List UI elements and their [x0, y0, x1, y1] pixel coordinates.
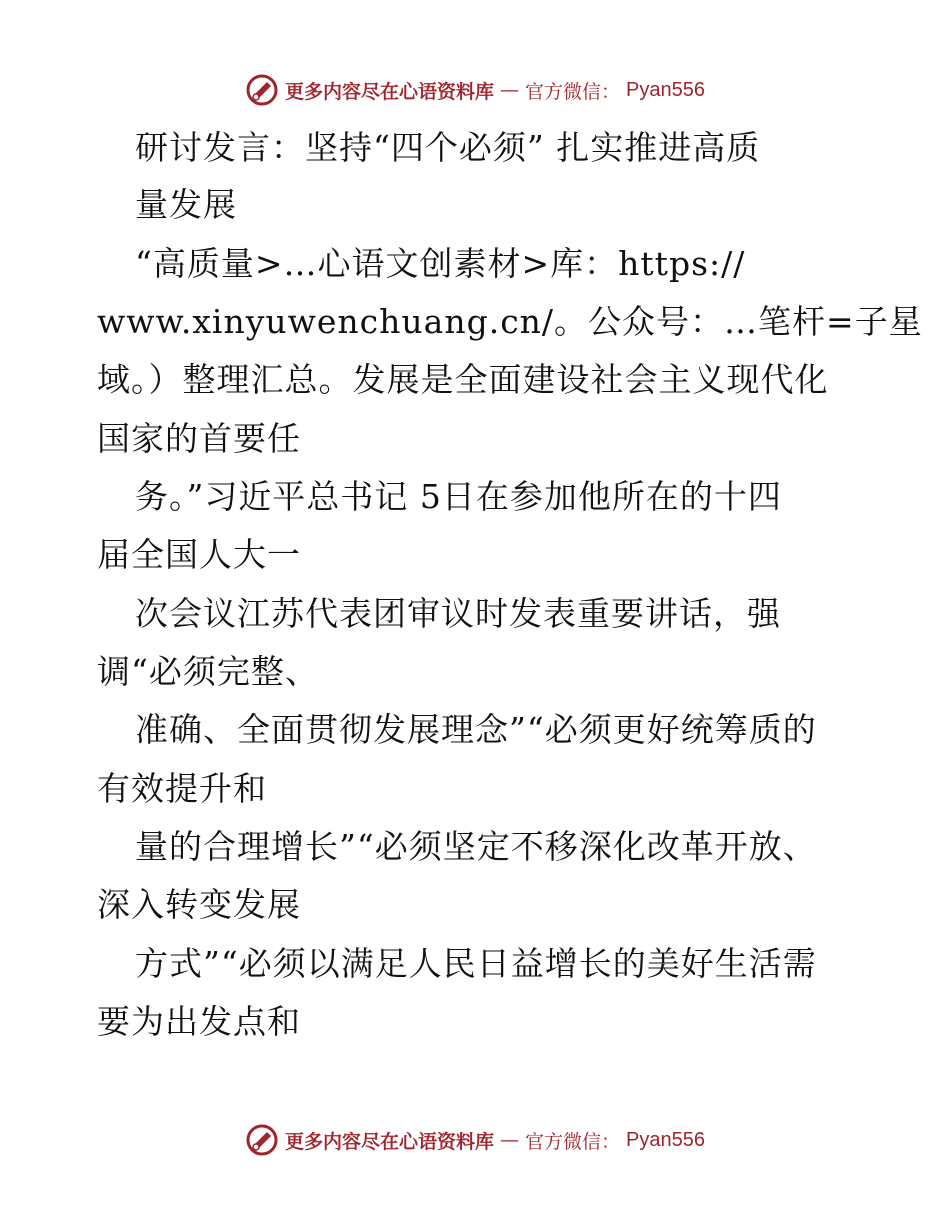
text-line: 国家的首要任 [97, 419, 301, 458]
brand-logo-icon [245, 1123, 279, 1157]
text-line: 务。”习近平总书记 5日在参加他所在的十四 [135, 477, 782, 516]
footer-text: 更多内容尽在心语资料库 [285, 1130, 495, 1153]
header-label: 官方微信： [525, 80, 621, 103]
header-dash: — [500, 79, 520, 101]
text-line: 调“必须完整、 [97, 652, 319, 691]
text-line: 深入转变发展 [97, 885, 301, 924]
text-line: 次会议江苏代表团审议时发表重要讲话，强 [135, 594, 781, 633]
text-line: www.xinyuwenchuang.cn/。公众号：…笔杆=子星 [97, 302, 923, 341]
text-line: 量的合理增长”“必须坚定不移深化改革开放、 [135, 827, 817, 866]
header-wechat-id: Pyan556 [626, 78, 705, 101]
footer-wechat-id: Pyan556 [626, 1128, 705, 1151]
text-line: 届全国人大一 [97, 535, 301, 574]
text-line: 方式”“必须以满足人民日益增长的美好生活需 [135, 944, 817, 983]
text-line: 域。）整理汇总。发展是全面建设社会主义现代化 [97, 360, 829, 399]
text-line: 量发展 [135, 185, 237, 224]
footer-label: 官方微信： [525, 1130, 621, 1153]
footer-banner [0, 1120, 950, 1160]
text-line: 有效提升和 [97, 769, 267, 808]
text-line: 要为出发点和 [97, 1002, 301, 1041]
text-line: 研讨发言：坚持“四个必须” 扎实推进高质 [135, 128, 761, 167]
footer-dash: — [500, 1129, 520, 1151]
text-line: 准确、全面贯彻发展理念”“必须更好统筹质的 [135, 710, 817, 749]
text-line: “高质量>…心语文创素材>库：https:// [135, 244, 746, 283]
header-text: 更多内容尽在心语资料库 [285, 80, 495, 103]
